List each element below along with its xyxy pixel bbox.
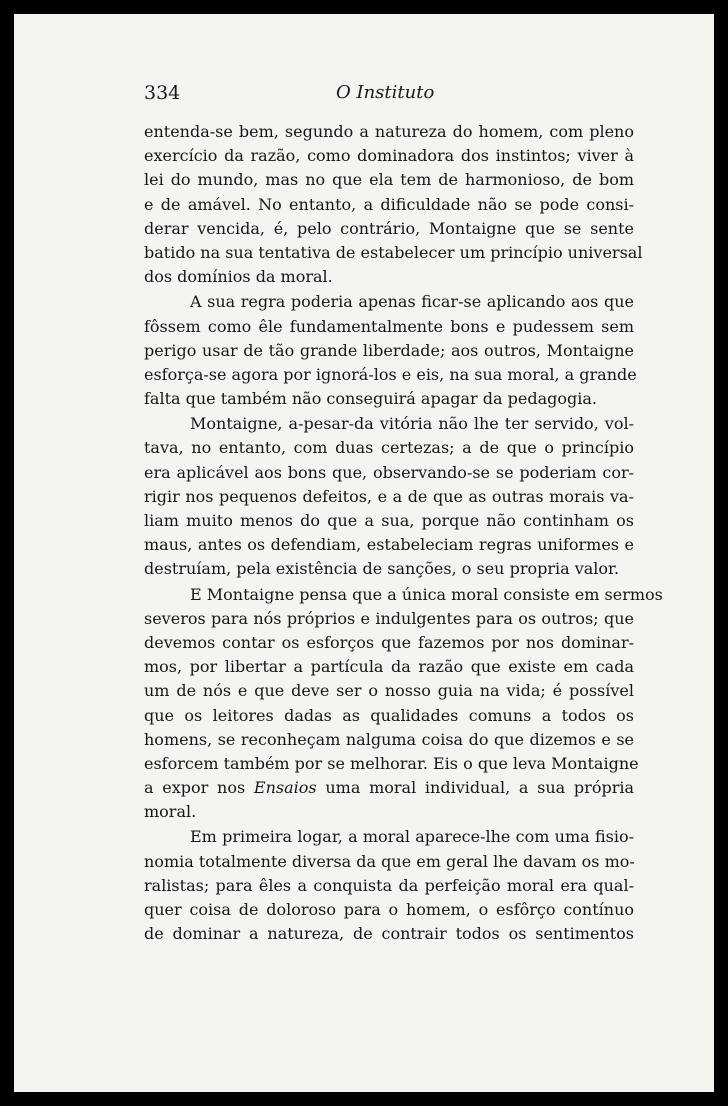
text-line: falta que também não conseguirá apagar da pedagogia. — [144, 389, 597, 409]
text-line: era aplicável aos bons que, observando-se se poderiam cor- — [144, 462, 634, 482]
text-segment: uma moral individual, a sua própria — [316, 778, 635, 798]
text-line: Em primeira logar, a moral aparece-lhe com uma fisio- — [190, 827, 634, 847]
text-line: destruíam, pela existência de sanções, o seu propria valor. — [144, 559, 620, 579]
text-line: tava, no entanto, com duas certezas; a de que o princípio — [144, 438, 634, 458]
text-line: esforcem também por se melhorar. Eis o que leva Montaigne — [144, 753, 639, 773]
text-line: devemos contar os esforços que fazemos por nos dominar- — [144, 632, 634, 652]
paragraph-5 — [144, 825, 634, 946]
text-line: E Montaigne pensa que a única moral consiste em sermos — [190, 584, 663, 604]
text-line: exercício da razão, como dominadora dos instintos; viver à — [144, 146, 634, 166]
text-segment: a expor nos — [144, 778, 254, 798]
text-line: quer coisa de doloroso para o homem, o esfôrço contínuo — [144, 900, 634, 919]
text-line: fôssem como êle fundamentalmente bons e pudessem sem — [144, 316, 634, 336]
text-line: derar vencida, é, pelo contrário, Montaigne que se sente — [144, 218, 634, 238]
text-line: e de amável. No entanto, a dificuldade não se pode consi- — [144, 194, 634, 214]
text-line: dos domínios da moral. — [144, 267, 333, 287]
text-line: de dominar a natureza, de contrair todos os sentimentos — [144, 924, 634, 944]
book-title-ensaios: Ensaios — [253, 778, 317, 798]
page-number: 334 — [144, 82, 181, 104]
page-header — [144, 82, 634, 112]
text-line: que os leitores dadas as qualidades comuns a todos os — [144, 705, 634, 725]
text-line: mos, por libertar a partícula da razão que existe em cada — [144, 657, 634, 677]
paragraph-4 — [144, 583, 663, 825]
paragraph-1 — [144, 120, 643, 289]
paragraph-3 — [144, 412, 634, 581]
text-line: lei do mundo, mas no que ela tem de harmonioso, de bom — [144, 170, 634, 190]
body-text — [144, 120, 663, 947]
text-line: entenda-se bem, segundo a natureza do homem, com pleno — [144, 122, 634, 141]
running-title: O Instituto — [336, 82, 435, 103]
text-line: rigir nos pequenos defeitos, e a de que as outras morais va- — [144, 486, 634, 506]
text-line: homens, se reconheçam nalguma coisa do que dizemos e se — [144, 729, 634, 749]
text-line: esforça-se agora por ignorá-los e eis, na sua moral, a grande — [144, 364, 637, 384]
text-line: Montaigne, a-pesar-da vitória não lhe ter servido, vol- — [190, 414, 634, 434]
text-line: moral. — [144, 802, 197, 822]
book-page — [14, 14, 714, 1092]
text-line: um de nós e que deve ser o nosso guia na vida; é possível — [144, 681, 634, 701]
text-line: A sua regra poderia apenas ficar-se aplicando aos que — [190, 292, 634, 312]
text-line: ralistas; para êles a conquista da perfeição moral era qual- — [144, 875, 634, 895]
text-line: maus, antes os defendiam, estabeleciam regras uniformes e — [144, 535, 634, 555]
text-line: liam muito menos do que a sua, porque não continham os — [144, 511, 634, 530]
text-line: perigo usar de tão grande liberdade; aos outros, Montaigne — [144, 340, 634, 360]
text-line: nomia totalmente diversa da que em geral lhe davam os mo- — [144, 851, 635, 871]
paragraph-2 — [144, 290, 637, 411]
text-line: batido na sua tentativa de estabelecer um princípio universal — [144, 242, 643, 262]
text-line-ensaios — [144, 776, 634, 800]
text-line: severos para nós próprios e indulgentes para os outros; que — [144, 608, 634, 628]
